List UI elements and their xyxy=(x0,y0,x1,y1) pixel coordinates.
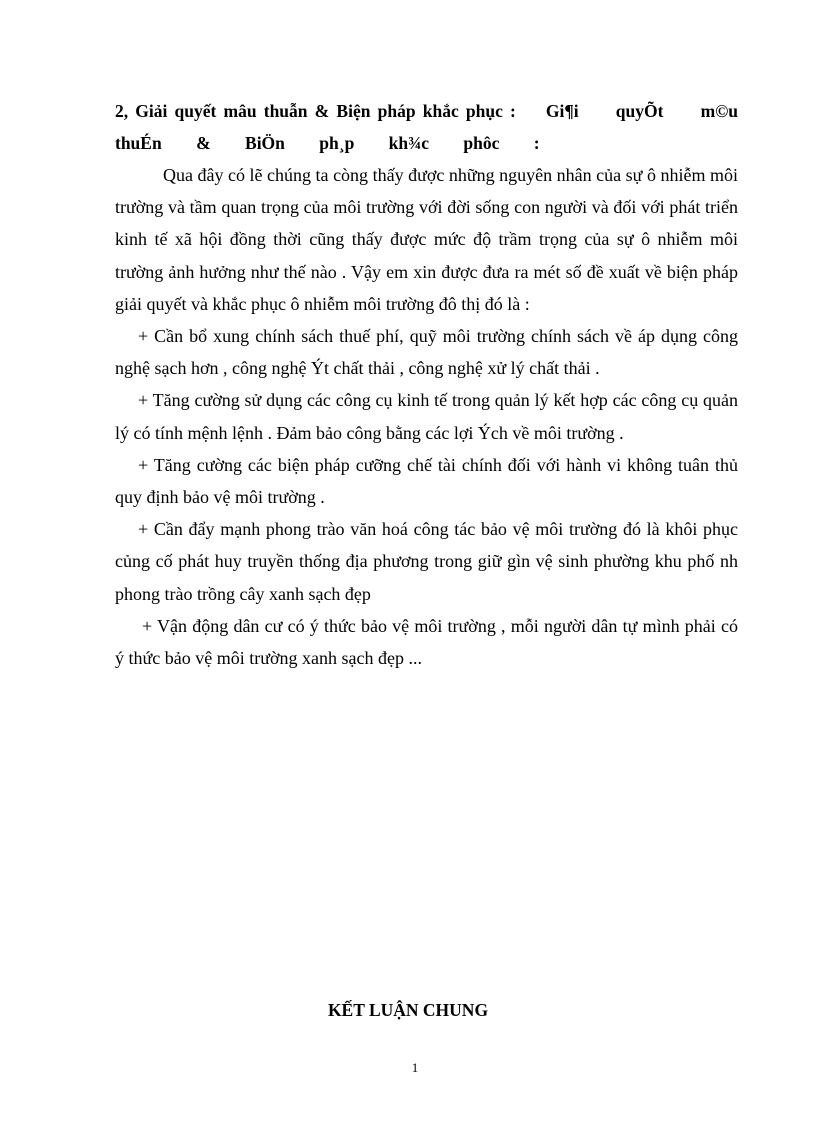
section-heading-garbled-text: Gi¶i quyÕt m©u thuÉn & BiÖn ph¸p kh¾c phôc : xyxy=(115,101,738,153)
section-heading xyxy=(115,95,738,159)
section-heading-text: 2, Giải quyết mâu thuẫn & Biện pháp khắc phục : xyxy=(115,101,516,121)
list-item: + Tăng cường các biện pháp cưỡng chế tài chính đối với hành vi không tuân thủ quy định bảo vệ môi trường . xyxy=(115,454,738,508)
conclusion-heading: KẾT LUẬN CHUNG xyxy=(327,1000,489,1020)
document-body xyxy=(115,95,738,674)
list-item: + Tăng cường sử dụng các công cụ kinh tế trong quản lý kết hợp các công cụ quản lý có tính mệnh lệnh . Đảm bảo công bằng các lợi Ých về môi trường . xyxy=(115,390,738,443)
page-number: 1 xyxy=(411,1060,419,1075)
list-item: + Cần đẩy mạnh phong trào văn hoá công tác bảo vệ môi trường đó là khôi phục củng cố phát huy truyền thống địa phương trong giữ gìn vệ sinh phường khu phố nh phong trào trồng cây xanh sạch đẹp xyxy=(115,519,738,604)
list-item: + Cần bổ xung chính sách thuế phí, quỹ môi trường chính sách về áp dụng công nghệ sạch hơn , công nghệ Ýt chất thải , công nghệ xử lý chất thải . xyxy=(115,326,738,379)
list-item: + Vận động dân cư có ý thức bảo vệ môi trường , mỗi người dân tự mình phải có ý thức bảo vệ môi trường xanh sạch đẹp ... xyxy=(115,615,738,669)
intro-paragraph: Qua đây có lẽ chúng ta còng thấy được những nguyên nhân của sự ô nhiễm môi trường và tầm quan trọng của môi trường với đời sống con người và đối với phát triển kinh tế xã hội đồng thời cũng thấy được mức độ trầm trọng của sự ô nhiễm môi trường ảnh hưởng như thế nào . Vậy em xin được đưa ra mét số đề xuất về biện pháp giải quyết và khắc phục ô nhiễm môi trường đô thị đó là : xyxy=(115,165,738,314)
